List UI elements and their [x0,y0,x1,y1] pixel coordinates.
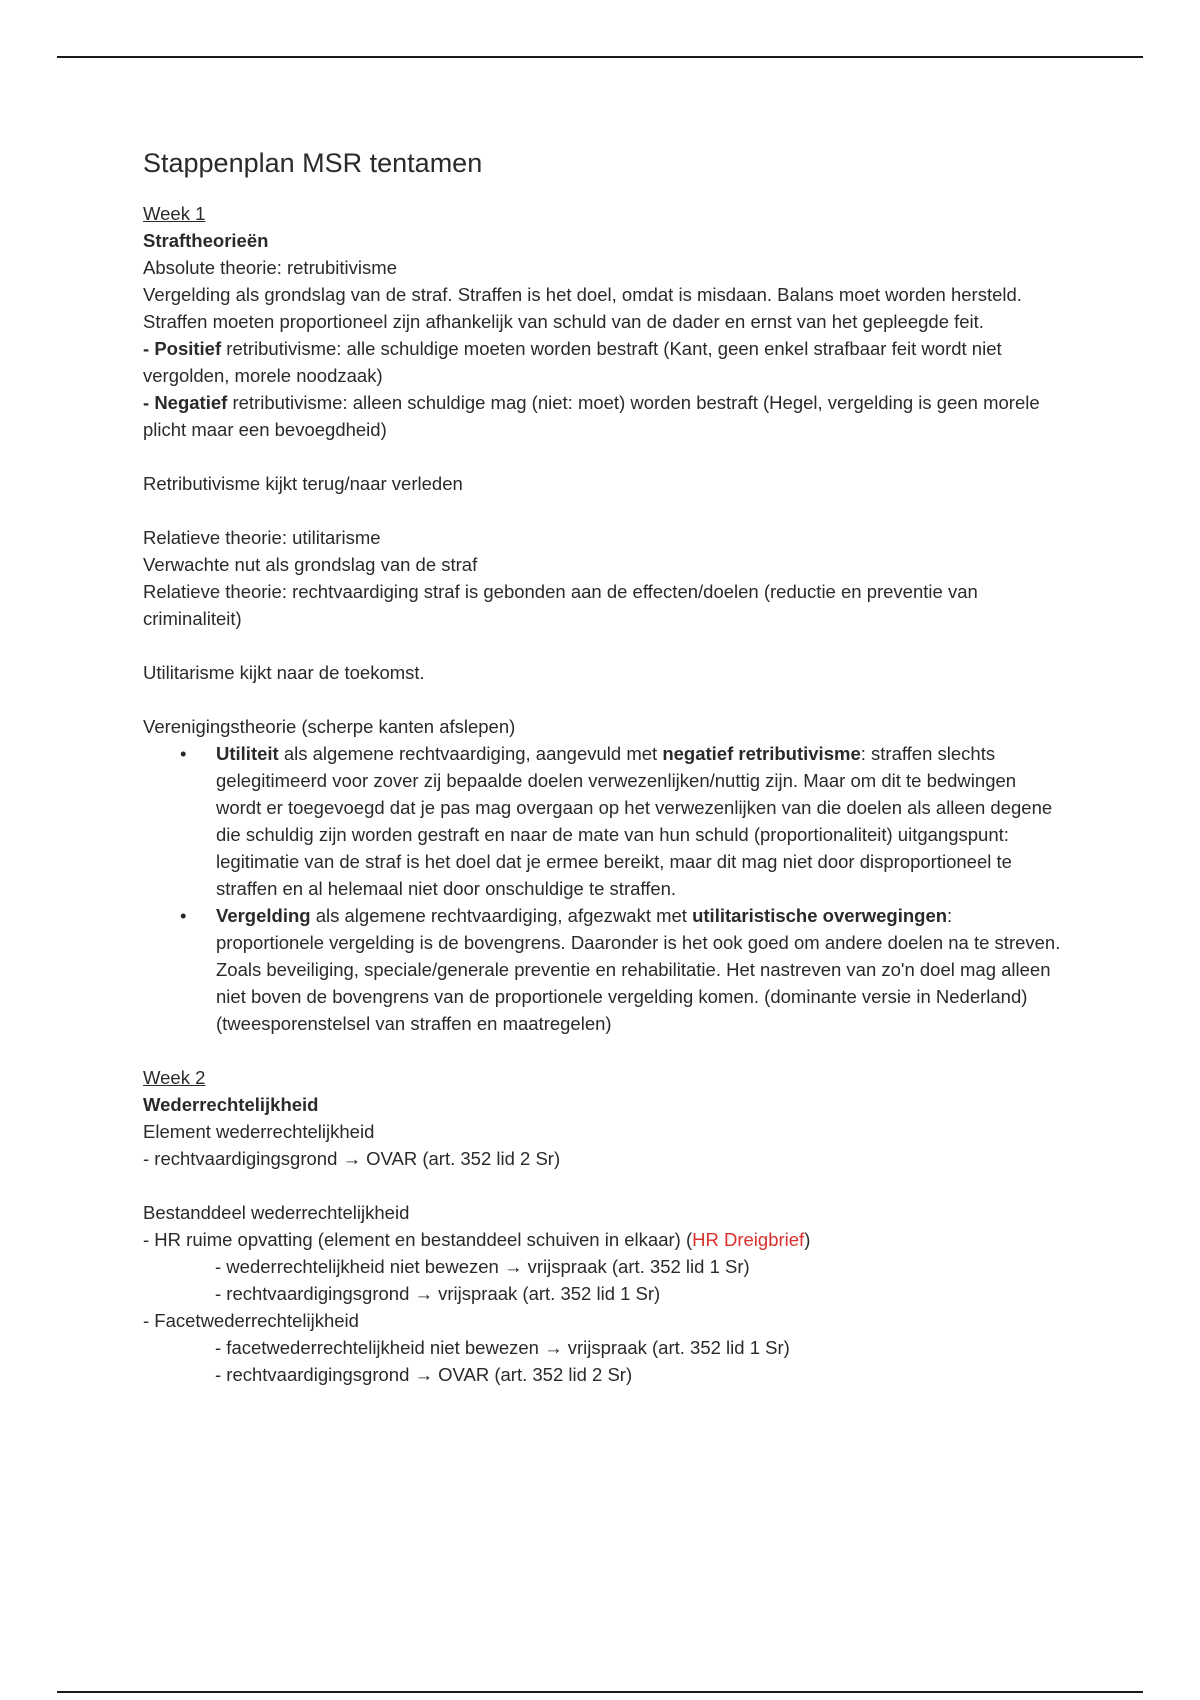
negatief-paragraph [143,389,1063,443]
negatief-rest: retributivisme: alleen schuldige mag (niet: moet) worden bestraft (Hegel, vergelding is geen morele plicht maar een bevoegdheid) [143,392,1040,440]
negatief-prefix: - [143,392,155,413]
bullet2-text2: : proportionele vergelding is de bovengrens. Daaronder is het ook goed om andere doelen na te streven. Zoals beveiliging, speciale/generale preventie en rehabilitatie. Het nastreven van zo'n doel mag alleen niet boven de bovengrens van de proportionele vergelding komen. (dominante versie in Nederland) (tweesporenstelsel van straffen en maatregelen) [216,905,1061,1034]
spacer [143,1172,1063,1199]
list-item [143,740,1063,902]
hr-sub-line2: - rechtvaardigingsgrond → vrijspraak (art. 352 lid 1 Sr) [215,1283,661,1304]
bullet2-bold2: utilitaristische overwegingen [692,905,948,926]
bullet2-bold1: Vergelding [216,905,311,926]
hr-dreigbrief-reference: HR Dreigbrief [692,1229,805,1250]
relative-theory-line1: Verwachte nut als grondslag van de straf [143,554,478,575]
facet-sub-line2: - rechtvaardigingsgrond → OVAR (art. 352 lid 2 Sr) [215,1364,633,1385]
facet-sub-line1: - facetwederrechtelijkheid niet bewezen → vrijspraak (art. 352 lid 1 Sr) [215,1337,790,1358]
element-label: Element wederrechtelijkheid [143,1121,375,1142]
absolute-theory-text: Vergelding als grondslag van de straf. Straffen is het doel, omdat is misdaan. Balans moet worden hersteld. Straffen moeten proportioneel zijn afhankelijk van schuld van de dader en ernst van het gepleegde feit. [143,284,1022,332]
week2-heading: Week 2 [143,1067,206,1088]
relative-theory-line2: Relatieve theorie: rechtvaardiging straf is gebonden aan de effecten/doelen (reductie en preventie van criminaliteit) [143,581,978,629]
relative-theory-label: Relatieve theorie: utilitarisme [143,527,381,548]
bullet-icon: • [180,743,187,764]
bullet1-bold1: Utiliteit [216,743,279,764]
spacer [143,632,1063,659]
utilitarisme-summary: Utilitarisme kijkt naar de toekomst. [143,662,425,683]
spacer [143,1037,1063,1064]
positief-bold: Positief [154,338,222,359]
bullet2-text1: als algemene rechtvaardiging, afgezwakt met [310,905,693,926]
bullet1-text2: : straffen slechts gelegitimeerd voor zover zij bepaalde doelen verwezenlijken/nuttig zijn. Maar om dit te bedwingen wordt er toegevoegd dat je pas mag overgaan op het verwezenlijken van die doelen als alleen degene die schuldig zijn worden gestraft en naar de mate van hun schuld (proportionaliteit) uitgangspunt: legitimatie van de straf is het doel dat je ermee bereikt, maar dit mag niet door disproportioneel te straffen en al helemaal niet door onschuldige te straffen. [216,743,1053,899]
footer-rule [57,1691,1143,1693]
list-item [143,902,1063,1037]
week1-topic: Straftheorieën [143,230,269,251]
positief-rest: retributivisme: alle schuldige moeten worden bestraft (Kant, geen enkel strafbaar feit wordt niet vergolden, morele noodzaak) [143,338,1002,386]
spacer [143,497,1063,524]
absolute-theory-label: Absolute theorie: retrubitivisme [143,257,397,278]
hr-sub-line1: - wederrechtelijkheid niet bewezen → vrijspraak (art. 352 lid 1 Sr) [215,1256,750,1277]
spacer [143,443,1063,470]
header-rule [57,56,1143,58]
verenigingstheorie-list [143,740,1063,1037]
bullet1-text1: als algemene rechtvaardiging, aangevuld met [278,743,663,764]
verenigingstheorie-label: Verenigingstheorie (scherpe kanten afslepen) [143,716,516,737]
bullet1-bold2: negatief retributivisme [662,743,861,764]
hr-line [143,1226,1063,1253]
bullet-icon: • [180,905,187,926]
document-body [143,146,1063,1388]
hr-line-prefix: - HR ruime opvatting (element en bestanddeel schuiven in elkaar) ( [143,1229,693,1250]
spacer [143,686,1063,713]
facet-label: - Facetwederrechtelijkheid [143,1310,359,1331]
element-line: - rechtvaardigingsgrond → OVAR (art. 352 lid 2 Sr) [143,1148,561,1169]
document-title: Stappenplan MSR tentamen [143,148,483,178]
positief-paragraph [143,335,1063,389]
week1-heading: Week 1 [143,203,206,224]
week2-topic: Wederrechtelijkheid [143,1094,319,1115]
bestanddeel-label: Bestanddeel wederrechtelijkheid [143,1202,410,1223]
retributivisme-summary: Retributivisme kijkt terug/naar verleden [143,473,463,494]
hr-line-suffix: ) [804,1229,811,1250]
negatief-bold: Negatief [154,392,228,413]
positief-prefix: - [143,338,155,359]
